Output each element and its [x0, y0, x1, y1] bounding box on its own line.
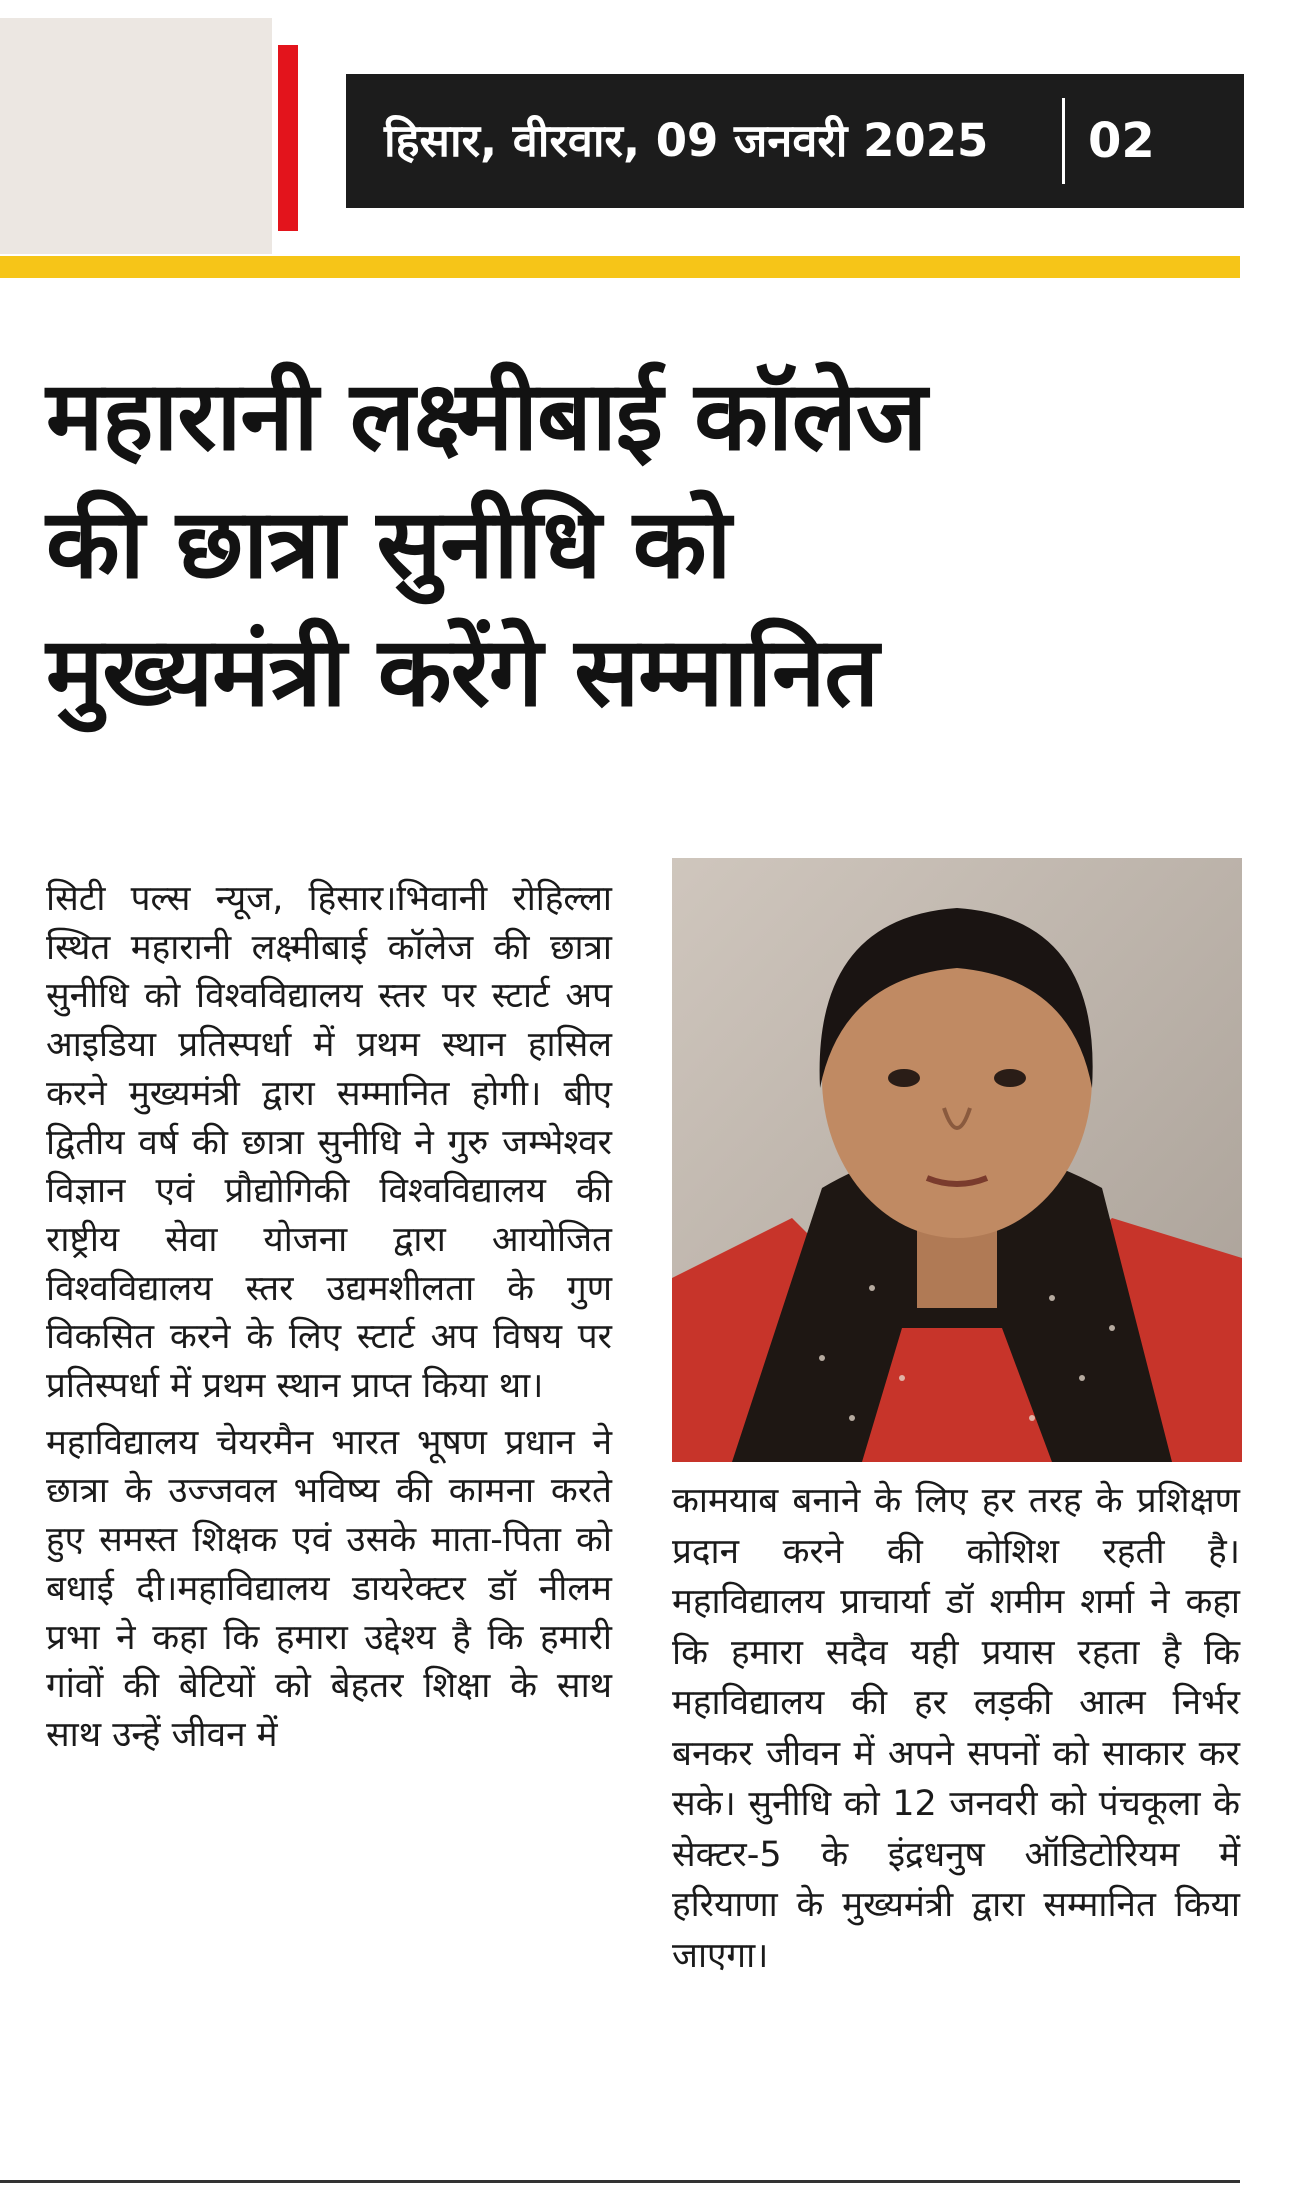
corner-decoration [0, 18, 272, 254]
page-number: 02 [1088, 113, 1155, 169]
bottom-rule [0, 2180, 1240, 2183]
headline-line: की छात्रा सुनीधि को [46, 488, 731, 600]
article-paragraph: कामयाब बनाने के लिए हर तरह के प्रशिक्षण प्रदान करने की कोशिश रहती है। महाविद्यालय प्राचार्या डॉ शमीम शर्मा ने कहा कि हमारा सदैव यही प्रयास रहता है कि महाविद्यालय की हर लड़की आत्म निर्भर बनकर जीवन में अपने सपनों को साकार कर सके। सुनीधि को 12 जनवरी को पंचकूला के सेक्टर-5 के इंद्रधनुष ऑडिटोरियम में हरियाणा के मुख्यमंत्री द्वारा सम्मानित किया जाएगा। [672, 1481, 1240, 1976]
headline-line: मुख्यमंत्री करेंगे सम्मानित [46, 616, 879, 728]
dateline: हिसार, वीरवार, 09 जनवरी 2025 [384, 114, 989, 167]
portrait-photo-icon [672, 858, 1242, 1462]
red-accent-bar [278, 45, 298, 231]
headline-line: महारानी लक्ष्मीबाई कॉलेज [46, 360, 927, 472]
article-paragraph: सिटी पल्स न्यूज, हिसार।भिवानी रोहिल्ला स्थित महारानी लक्ष्मीबाई कॉलेज की छात्रा सुनीधि को विश्वविद्यालय स्तर पर स्टार्ट अप आइडिया प्रतिस्पर्धा में प्रथम स्थान हासिल करने मुख्यमंत्री द्वारा सम्मानित होगी। बीए द्वितीय वर्ष की छात्रा सुनीधि ने गुरु जम्भेश्वर विज्ञान एवं प्रौद्योगिकी विश्वविद्यालय की राष्ट्रीय सेवा योजना द्वारा आयोजित विश्वविद्यालय स्तर उद्यमशीलता के गुण विकसित करने के लिए स्टार्ट अप विषय पर प्रतिस्पर्धा में प्रथम स्थान प्राप्त किया था। [46, 879, 612, 1407]
dateline-band [346, 74, 1244, 208]
article-column-right [672, 1476, 1240, 1981]
headline [46, 352, 1246, 736]
dateline-divider [1062, 98, 1065, 184]
article-paragraph: महाविद्यालय चेयरमैन भारत भूषण प्रधान ने छात्रा के उज्जवल भविष्य की कामना करते हुए समस्त शिक्षक एवं उसके माता-पिता को बधाई दी।महाविद्यालय डायरेक्टर डॉ नीलम प्रभा ने कहा कि हमारा उद्देश्य है कि हमारी गांवों की बेटियों को बेहतर शिक्षा के साथ साथ उन्हें जीवन में [46, 1422, 612, 1755]
yellow-rule [0, 256, 1240, 278]
article-column-left [46, 875, 612, 1760]
